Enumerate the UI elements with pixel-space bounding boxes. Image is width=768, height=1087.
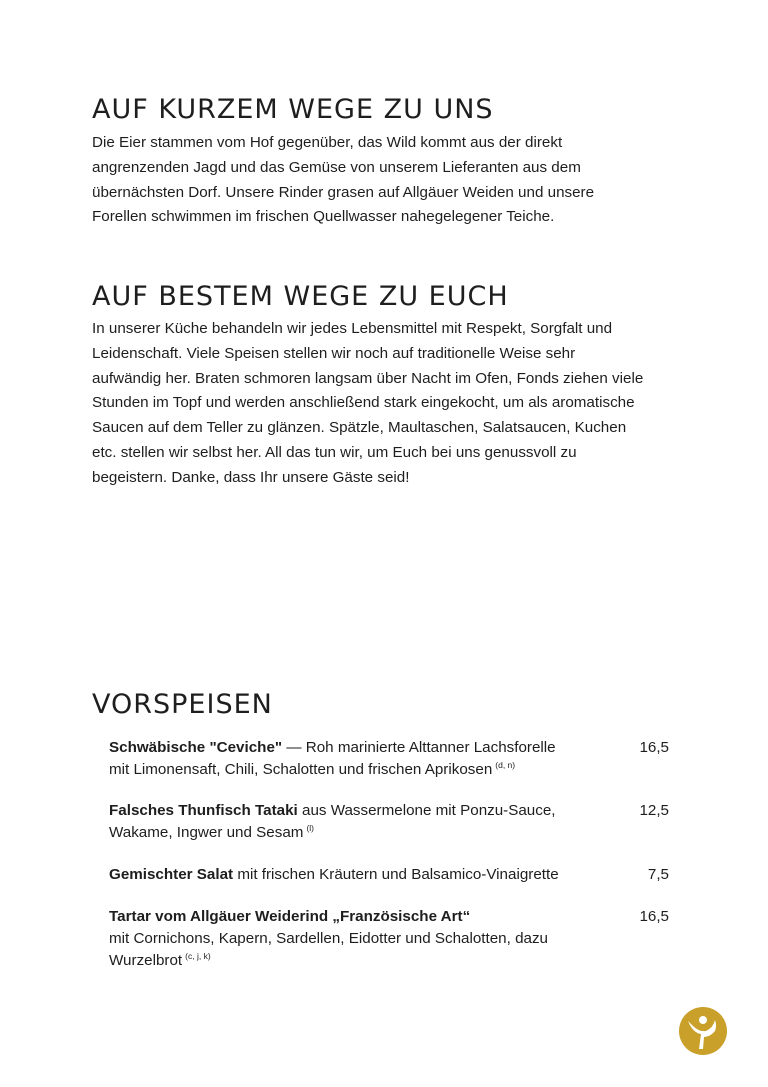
origin-line: übernächsten Dorf. Unsere Rinder grasen auf Allgäuer Weiden und unsere bbox=[92, 183, 595, 201]
origin-paragraph bbox=[92, 131, 682, 230]
care-line: etc. stellen wir selbst her. All das tun wir, um Euch bei uns genussvoll zu bbox=[92, 443, 577, 461]
dish-name: Falsches Thunfisch Tataki bbox=[109, 802, 298, 819]
section-heading-care: AUF BESTEM WEGE ZU EUCH bbox=[92, 281, 509, 312]
menu-item-tataki bbox=[109, 800, 669, 844]
care-line: Stunden im Topf und werden anschließend stark eingekocht, um als aromatische bbox=[92, 394, 635, 412]
dish-name: Tartar vom Allgäuer Weiderind „Französische Art“ bbox=[109, 908, 471, 925]
dish-description: Wakame, Ingwer und Sesam bbox=[109, 824, 304, 841]
allergen-codes: (l) bbox=[306, 823, 314, 833]
care-paragraph bbox=[92, 317, 682, 491]
menu-heading-starters: VORSPEISEN bbox=[92, 689, 273, 720]
dish-price: 16,5 bbox=[639, 908, 669, 925]
care-line: begeistern. Danke, dass Ihr unsere Gäste seid! bbox=[92, 468, 410, 486]
origin-line: Forellen schwimmen im frischen Quellwasser nahegelegener Teiche. bbox=[92, 208, 555, 226]
care-line: Saucen auf dem Teller zu glänzen. Spätzle, Maultaschen, Salatsaucen, Kuchen bbox=[92, 419, 627, 437]
dish-description: mit frischen Kräutern und Balsamico-Vinaigrette bbox=[233, 866, 559, 883]
dish-name: Gemischter Salat bbox=[109, 866, 234, 883]
dish-price: 16,5 bbox=[639, 739, 669, 756]
dish-description: — Roh marinierte Alttanner Lachsforelle bbox=[282, 739, 556, 756]
dish-description: mit Cornichons, Kapern, Sardellen, Eidotter und Schalotten, dazu bbox=[109, 930, 549, 947]
allergen-codes: (d, n) bbox=[495, 760, 516, 770]
dish-name: Schwäbische "Ceviche" bbox=[109, 739, 283, 756]
menu-item-salad bbox=[109, 864, 669, 886]
menu-item-tartar bbox=[109, 906, 669, 972]
dish-description: aus Wassermelone mit Ponzu-Sauce, bbox=[297, 802, 556, 819]
dish-description: Wurzelbrot bbox=[109, 952, 183, 969]
care-line: In unserer Küche behandeln wir jedes Lebensmittel mit Respekt, Sorgfalt und bbox=[92, 320, 613, 337]
care-line: aufwändig her. Braten schmoren langsam über Nacht im Ofen, Fonds ziehen viele bbox=[92, 369, 644, 387]
allergen-codes: (c, j, k) bbox=[185, 951, 211, 961]
menu-item-ceviche bbox=[109, 737, 669, 781]
section-heading-origin: AUF KURZEM WEGE ZU UNS bbox=[92, 94, 494, 125]
origin-line: Die Eier stammen vom Hof gegenüber, das Wild kommt aus der direkt bbox=[92, 134, 563, 151]
dish-description: mit Limonensaft, Chili, Schalotten und frischen Aprikosen bbox=[109, 761, 493, 778]
origin-line: angrenzenden Jagd und das Gemüse von unserem Lieferanten aus dem bbox=[92, 158, 581, 176]
restaurant-logo-icon bbox=[679, 1007, 727, 1055]
dish-price: 7,5 bbox=[647, 866, 669, 883]
dish-price: 12,5 bbox=[639, 802, 669, 819]
care-line: Leidenschaft. Viele Speisen stellen wir noch auf traditionelle Weise sehr bbox=[92, 344, 576, 362]
